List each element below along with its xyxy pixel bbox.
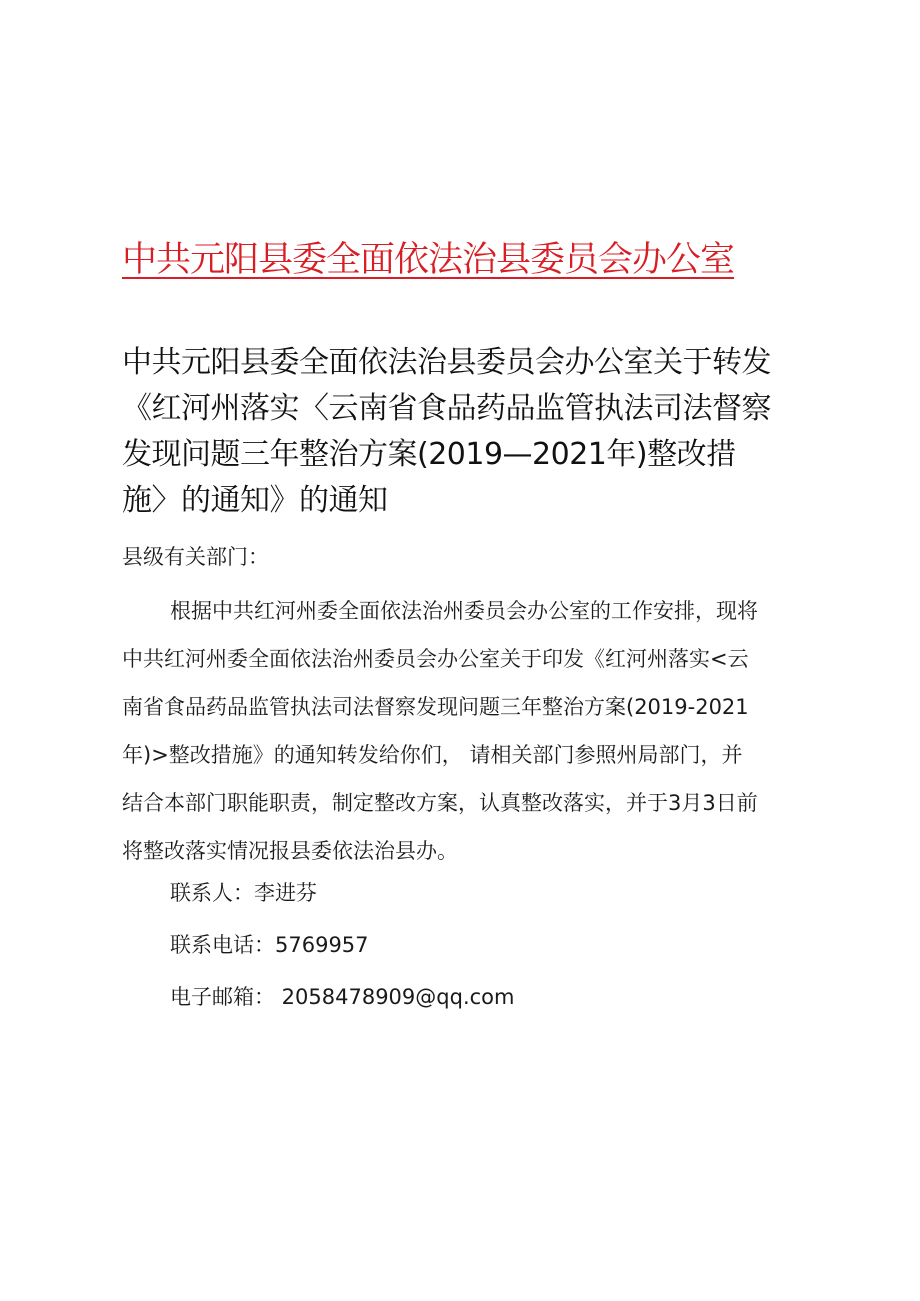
body-line: 南省食品药品监管执法司法督察发现问题三年整治方案(2019-2021 bbox=[122, 695, 749, 719]
body-line: 将整改落实情况报县委依法治县办。 bbox=[122, 839, 458, 863]
contact-person: 联系人：李进芬 bbox=[170, 881, 317, 905]
notice-title bbox=[122, 340, 822, 524]
body-line: 中共红河州委全面依法治州委员会办公室关于印发《红河州落实<云 bbox=[122, 647, 749, 671]
recipient-line: 县级有关部门： bbox=[122, 545, 269, 569]
body-line: 根据中共红河州委全面依法治州委员会办公室的工作安排，现将 bbox=[170, 599, 758, 623]
notice-title-line: 中共元阳县委全面依法治县委员会办公室关于转发 bbox=[122, 345, 771, 380]
notice-title-line: 施〉的通知》的通知 bbox=[122, 483, 388, 518]
notice-title-line: 发现问题三年整治方案(2019—2021年)整改措 bbox=[122, 437, 736, 472]
office-header: 中共元阳县委全面依法治县委员会办公室 bbox=[122, 240, 735, 280]
contact-email: 电子邮箱： 2058478909@qq.com bbox=[170, 985, 515, 1009]
contact-phone: 联系电话：5769957 bbox=[170, 933, 369, 957]
notice-title-line: 《红河州落实〈云南省食品药品监管执法司法督察 bbox=[122, 391, 771, 426]
body-paragraph bbox=[122, 587, 812, 875]
body-line: 结合本部门职能职责，制定整改方案，认真整改落实，并于3月3日前 bbox=[122, 791, 758, 815]
body-line: 年)>整改措施》的通知转发给你们， 请相关部门参照州局部门，并 bbox=[122, 743, 743, 767]
